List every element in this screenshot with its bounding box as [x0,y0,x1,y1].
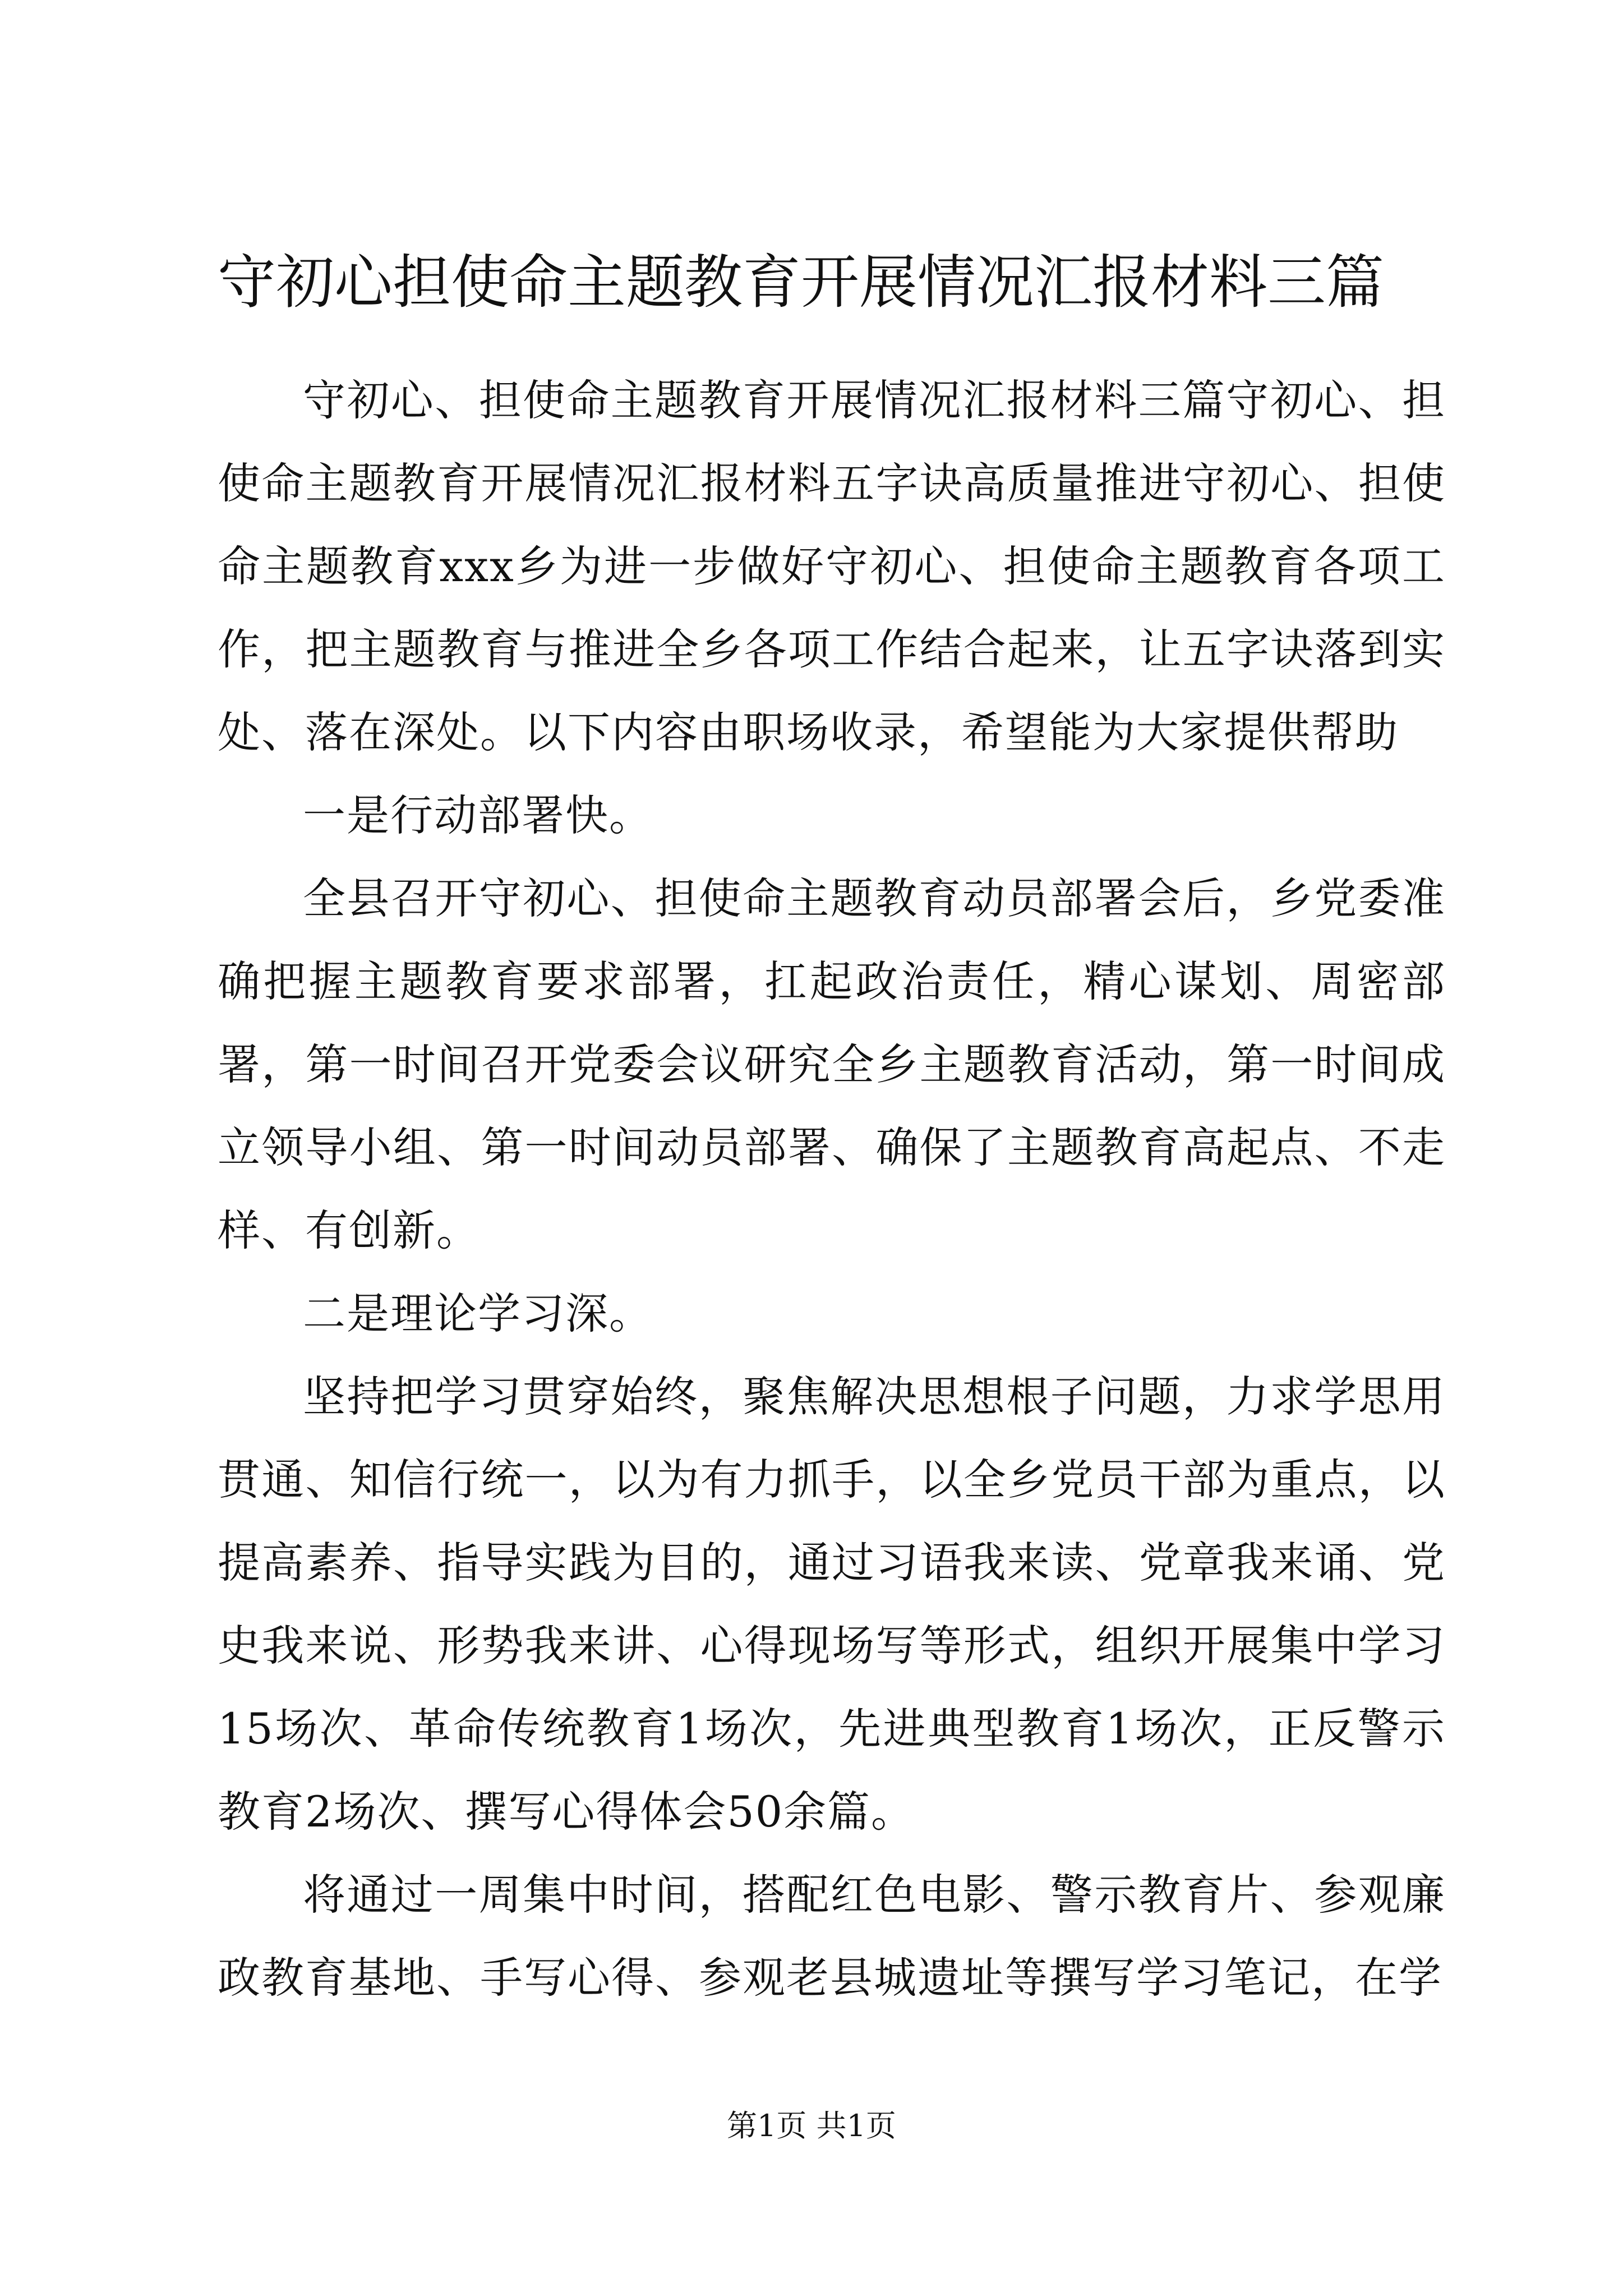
page-number: 第1页 共1页 [727,2108,896,2143]
paragraph-heading-2: 二是理论学习深。 [303,1289,653,1338]
paragraph-heading-1: 一是行动部署快。 [303,790,653,840]
paragraph-deployment: 全县召开守初心、担使命主题教育动员部署会后，乡党委准确把握主题教育要求部署，扛起政治责任，精心谋划、周密部署，第一时间召开党委会议研究全乡主题教育活动，第一时间成立领导小组、第一时间动员部署、确保了主题教育高起点、不走样、有创新。 [218,873,1446,1255]
page-footer [0,2106,1623,2146]
document-title: 守初心担使命主题教育开展情况汇报材料三篇 [218,248,1385,316]
paragraph-intro: 守初心、担使命主题教育开展情况汇报材料三篇守初心、担使命主题教育开展情况汇报材料五字诀高质量推进守初心、担使命主题教育xxx乡为进一步做好守初心、担使命主题教育各项工作，把主题教育与推进全乡各项工作结合起来，让五字诀落到实处、落在深处。以下内容由职场收录，希望能为大家提供帮助 [218,375,1446,757]
paragraph-continued: 将通过一周集中时间，搭配红色电影、警示教育片、参观廉政教育基地、手写心得、参观老县城遗址等撰写学习笔记，在学 [218,1870,1446,2003]
document-body [218,359,1446,2019]
paragraph-study: 坚持把学习贯穿始终，聚焦解决思想根子问题，力求学思用贯通、知信行统一，以为有力抓手，以全乡党员干部为重点，以提高素养、指导实践为目的，通过习语我来读、党章我来诵、党史我来说、形势我来讲、心得现场写等形式，组织开展集中学习15场次、革命传统教育1场次，先进典型教育1场次，正反警示教育2场次、撰写心得体会50余篇。 [218,1372,1446,1837]
